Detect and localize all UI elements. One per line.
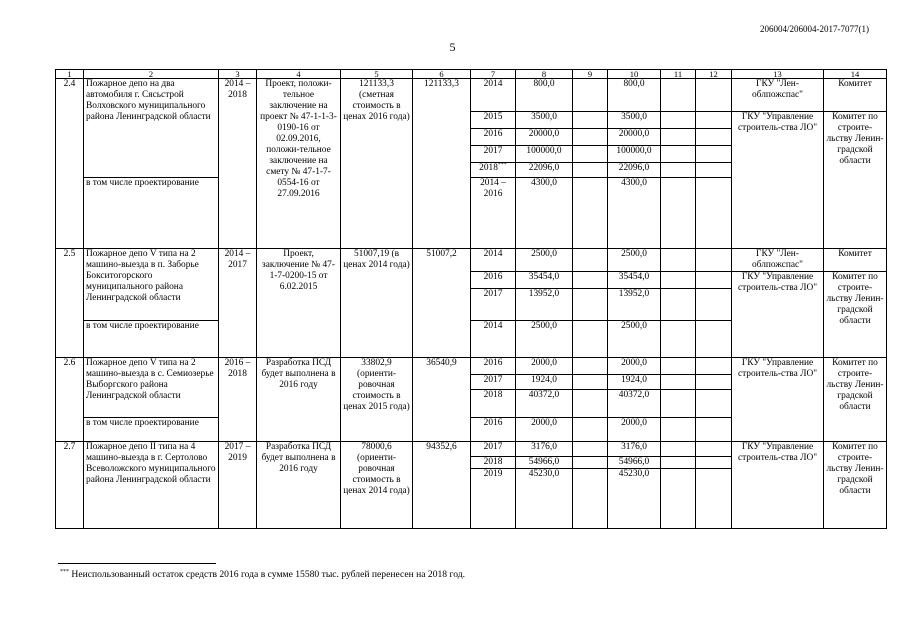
year: 2016 xyxy=(471,272,516,289)
col-header: 5 xyxy=(341,70,413,79)
estimated-cost: 121133,3 (сметная стоимость в ценах 2016 года) xyxy=(341,79,413,249)
year: 2017 xyxy=(471,146,516,163)
year: 2014 xyxy=(471,79,516,112)
committee: Комитет по строите-льству Ленин-градской области xyxy=(824,358,887,442)
empty-cell xyxy=(696,321,732,358)
empty-cell xyxy=(661,469,696,529)
executor: ГКУ "Управление строитель-ства ЛО" xyxy=(732,272,824,358)
col-header: 9 xyxy=(573,70,608,79)
total-cost: 94352,6 xyxy=(413,442,471,529)
empty-cell xyxy=(661,289,696,321)
amount-total: 22096,0 xyxy=(608,163,661,178)
amount-total: 2500,0 xyxy=(608,249,661,272)
empty-cell xyxy=(661,321,696,358)
including-design-label: в том числе проектирование xyxy=(84,418,219,442)
empty-cell xyxy=(696,418,732,442)
empty-cell xyxy=(573,249,608,272)
amount: 1924,0 xyxy=(516,375,573,390)
amount: 2000,0 xyxy=(516,358,573,375)
object-name: Пожарное депо на два автомобиля г. Сясьстрой Волховского муниципального района Ленинградской области xyxy=(84,79,219,178)
col-header: 10 xyxy=(608,70,661,79)
empty-cell xyxy=(573,79,608,112)
executor: ГКУ "Управление строитель-ства ЛО" xyxy=(732,112,824,249)
year: 2014 xyxy=(471,249,516,272)
empty-cell xyxy=(573,272,608,289)
empty-cell xyxy=(661,129,696,146)
footnote-marker: *** xyxy=(497,161,507,168)
table-row xyxy=(56,79,887,112)
total-cost: 36540,9 xyxy=(413,358,471,442)
empty-cell xyxy=(661,457,696,469)
year: 2016 xyxy=(471,358,516,375)
empty-cell xyxy=(661,442,696,457)
committee: Комитет по строите-льству Ленин-градской области xyxy=(824,112,887,249)
amount: 54966,0 xyxy=(516,457,573,469)
amount: 35454,0 xyxy=(516,272,573,289)
amount-total: 3176,0 xyxy=(608,442,661,457)
empty-cell xyxy=(661,178,696,249)
empty-cell xyxy=(696,79,732,112)
empty-cell xyxy=(661,390,696,418)
col-header: 8 xyxy=(516,70,573,79)
amount-total: 2000,0 xyxy=(608,358,661,375)
empty-cell xyxy=(696,178,732,249)
year: 2018 xyxy=(471,457,516,469)
amount-total: 35454,0 xyxy=(608,272,661,289)
amount-total: 40372,0 xyxy=(608,390,661,418)
total-cost: 51007,2 xyxy=(413,249,471,358)
empty-cell xyxy=(573,129,608,146)
footnote xyxy=(60,569,465,580)
executor: ГКУ "Лен-облпожспас" xyxy=(732,79,824,112)
empty-cell xyxy=(696,375,732,390)
executor: ГКУ "Лен-облпожспас" xyxy=(732,249,824,272)
empty-cell xyxy=(696,129,732,146)
amount: 13952,0 xyxy=(516,289,573,321)
program-table xyxy=(55,69,887,529)
empty-cell xyxy=(661,163,696,178)
document-id: 206004/206004-2017-7077(1) xyxy=(760,24,869,34)
empty-cell xyxy=(696,358,732,375)
item-number: 2.7 xyxy=(56,442,84,529)
empty-cell xyxy=(573,112,608,129)
object-name: Пожарное депо V типа на 2 машино-выезда в с. Семиозерье Выборгского района Ленинградской области xyxy=(84,358,219,418)
amount: 3500,0 xyxy=(516,112,573,129)
col-header: 3 xyxy=(219,70,257,79)
empty-cell xyxy=(573,469,608,529)
empty-cell xyxy=(573,146,608,163)
table-row xyxy=(56,442,887,457)
empty-cell xyxy=(573,418,608,442)
empty-cell xyxy=(661,418,696,442)
period: 2014 – 2018 xyxy=(219,79,257,249)
amount: 100000,0 xyxy=(516,146,573,163)
empty-cell xyxy=(661,112,696,129)
footnote-divider xyxy=(58,563,216,564)
year: 2016 xyxy=(471,418,516,442)
amount-total: 20000,0 xyxy=(608,129,661,146)
empty-cell xyxy=(696,469,732,529)
documentation: Проект, заключение № 47-1-7-0200-15 от 6.02.2015 xyxy=(257,249,341,358)
amount: 800,0 xyxy=(516,79,573,112)
year: 2017 xyxy=(471,289,516,321)
empty-cell xyxy=(661,272,696,289)
amount-total: 45230,0 xyxy=(608,469,661,529)
footnote-text: Неиспользованный остаток средств 2016 года в сумме 15580 тыс. рублей перенесен на 2018 год. xyxy=(71,569,465,580)
amount-total: 100000,0 xyxy=(608,146,661,163)
estimated-cost: 78000,6 (ориенти-ровочная стоимость в ценах 2014 года) xyxy=(341,442,413,529)
empty-cell xyxy=(696,272,732,289)
empty-cell xyxy=(573,442,608,457)
documentation: Проект, положи-тельное заключение на проект № 47-1-1-3-0190-16 от 02.09.2016, положи-тельное заключение на смету № 47-1-7-0554-16 от 27.09.2016 xyxy=(257,79,341,249)
amount-total: 54966,0 xyxy=(608,457,661,469)
documentation: Разработка ПСД будет выполнена в 2016 году xyxy=(257,358,341,442)
empty-cell xyxy=(573,375,608,390)
period: 2016 – 2018 xyxy=(219,358,257,442)
committee: Комитет по строите-льству Ленин-градской области xyxy=(824,272,887,358)
empty-cell xyxy=(696,289,732,321)
estimated-cost: 51007,19 (в ценах 2014 года) xyxy=(341,249,413,358)
amount-total: 2500,0 xyxy=(608,321,661,358)
amount: 4300,0 xyxy=(516,178,573,249)
empty-cell xyxy=(696,249,732,272)
empty-cell xyxy=(661,249,696,272)
empty-cell xyxy=(573,358,608,375)
amount: 20000,0 xyxy=(516,129,573,146)
amount: 45230,0 xyxy=(516,469,573,529)
committee: Комитет по строите-льству Ленин-градской области xyxy=(824,442,887,529)
year: 2019 xyxy=(471,469,516,529)
empty-cell xyxy=(696,390,732,418)
empty-cell xyxy=(573,390,608,418)
committee: Комитет xyxy=(824,249,887,272)
empty-cell xyxy=(573,289,608,321)
empty-cell xyxy=(696,163,732,178)
amount-total: 4300,0 xyxy=(608,178,661,249)
executor: ГКУ "Управление строитель-ства ЛО" xyxy=(732,442,824,529)
empty-cell xyxy=(573,178,608,249)
total-cost: 121133,3 xyxy=(413,79,471,249)
year: 2018*** xyxy=(471,163,516,178)
amount: 2000,0 xyxy=(516,418,573,442)
col-header: 2 xyxy=(84,70,219,79)
year: 2017 xyxy=(471,442,516,457)
including-design-label: в том числе проектирование xyxy=(84,321,219,358)
year: 2016 xyxy=(471,129,516,146)
col-header: 12 xyxy=(696,70,732,79)
amount: 22096,0 xyxy=(516,163,573,178)
amount: 2500,0 xyxy=(516,321,573,358)
amount: 3176,0 xyxy=(516,442,573,457)
documentation: Разработка ПСД будет выполнена в 2016 году xyxy=(257,442,341,529)
empty-cell xyxy=(573,163,608,178)
col-header: 6 xyxy=(413,70,471,79)
period: 2014 – 2017 xyxy=(219,249,257,358)
object-name: Пожарное депо II типа на 4 машино-выезда в г. Сертолово Всеволожского муниципального района Ленинградской области xyxy=(84,442,219,529)
object-name: Пожарное депо V типа на 2 машино-выезда в п. Заборье Бокситогорского муниципального района Ленинградской области xyxy=(84,249,219,321)
amount-total: 3500,0 xyxy=(608,112,661,129)
year: 2017 xyxy=(471,375,516,390)
col-header: 1 xyxy=(56,70,84,79)
amount-total: 1924,0 xyxy=(608,375,661,390)
amount-total: 800,0 xyxy=(608,79,661,112)
empty-cell xyxy=(661,358,696,375)
empty-cell xyxy=(573,321,608,358)
item-number: 2.5 xyxy=(56,249,84,358)
estimated-cost: 33802,9 (ориенти-ровочная стоимость в ценах 2015 года) xyxy=(341,358,413,442)
footnote-marker: *** xyxy=(60,568,69,575)
empty-cell xyxy=(661,79,696,112)
page-number: 5 xyxy=(449,40,456,54)
col-header: 4 xyxy=(257,70,341,79)
table-row xyxy=(56,249,887,272)
empty-cell xyxy=(661,146,696,163)
committee: Комитет xyxy=(824,79,887,112)
amount: 2500,0 xyxy=(516,249,573,272)
including-design-label: в том числе проектирование xyxy=(84,178,219,249)
column-number-row xyxy=(56,70,887,79)
executor: ГКУ "Управление строитель-ства ЛО" xyxy=(732,358,824,442)
empty-cell xyxy=(696,442,732,457)
empty-cell xyxy=(573,457,608,469)
empty-cell xyxy=(696,112,732,129)
item-number: 2.6 xyxy=(56,358,84,442)
year: 2014 – 2016 xyxy=(471,178,516,249)
amount-total: 2000,0 xyxy=(608,418,661,442)
period: 2017 – 2019 xyxy=(219,442,257,529)
year: 2015 xyxy=(471,112,516,129)
empty-cell xyxy=(696,457,732,469)
empty-cell xyxy=(696,146,732,163)
amount: 40372,0 xyxy=(516,390,573,418)
year: 2018 xyxy=(471,390,516,418)
col-header: 13 xyxy=(732,70,824,79)
col-header: 11 xyxy=(661,70,696,79)
item-number: 2.4 xyxy=(56,79,84,249)
table-row xyxy=(56,358,887,375)
col-header: 14 xyxy=(824,70,887,79)
year: 2014 xyxy=(471,321,516,358)
amount-total: 13952,0 xyxy=(608,289,661,321)
empty-cell xyxy=(661,375,696,390)
col-header: 7 xyxy=(471,70,516,79)
